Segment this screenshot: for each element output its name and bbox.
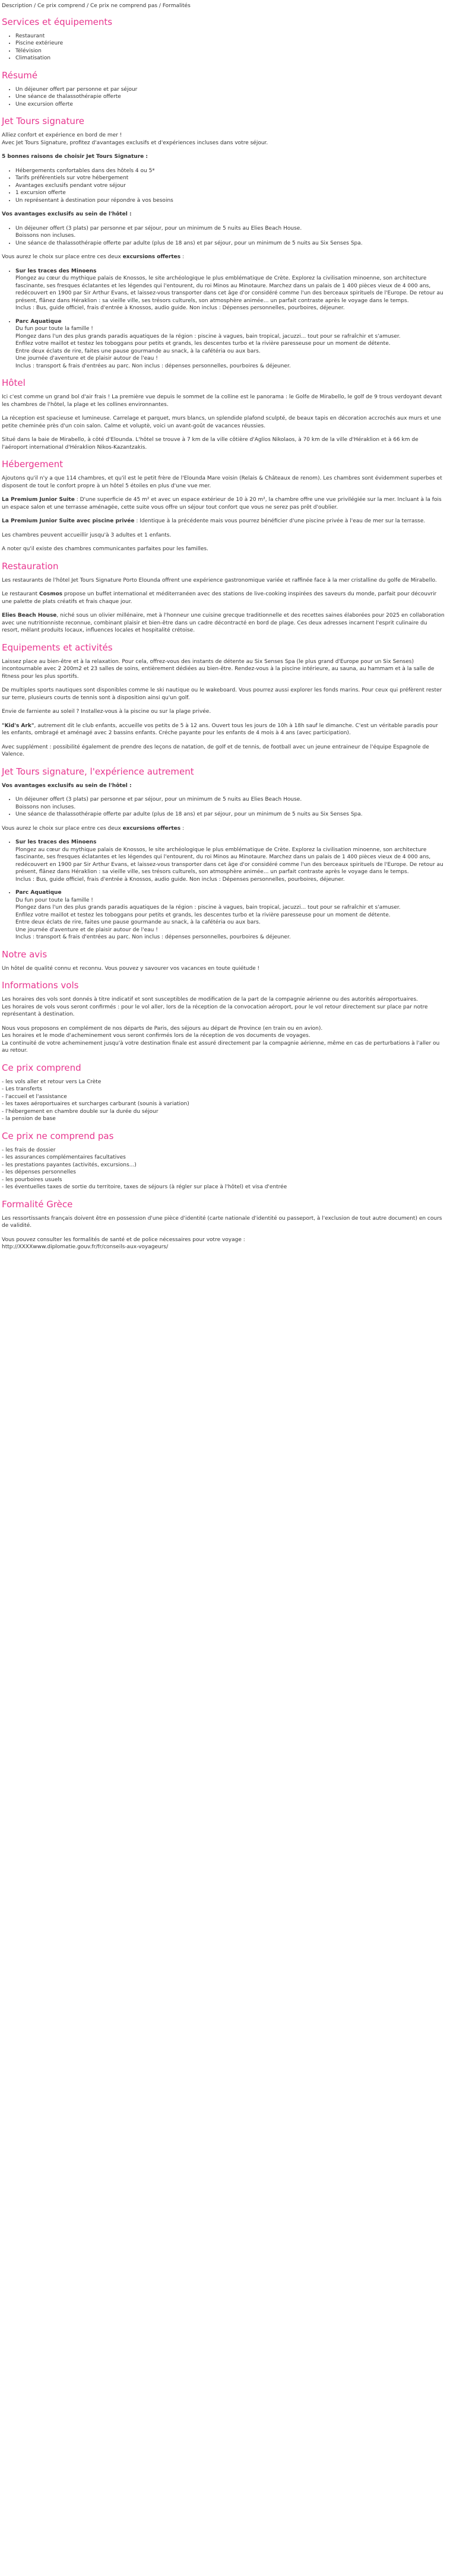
list-item: • Un déjeuner offert (3 plats) par personne et par séjour, pour un minimum de 5 nuits au Elies Beach House. Boissons non incluses. — [15, 796, 445, 811]
equipements-paragraph — [2, 658, 445, 681]
tab-separator: / — [157, 3, 163, 9]
equipements-paragraph — [2, 687, 445, 702]
paragraph-text: Les chambres peuvent accueillir jusqu'à 3 adultes et 1 enfants. — [2, 532, 172, 538]
services-title: Services et équipements — [2, 16, 113, 27]
jts2-excursions-list — [2, 839, 445, 941]
paragraph-bold: La Premium Junior Suite — [2, 497, 75, 503]
jts-title: Jet Tours signature — [2, 116, 85, 126]
excursion-title: • Parc Aquatique — [15, 890, 62, 896]
paragraph-text: : D'une superficie de 45 m² et avec un espace extérieur de 10 à 20 m², la chambre offre une vue privilégiée sur la mer. Incluant à la fois un espace salon et une terrasse aménagée, cette suite vous offre un séjour tout confort que vous ne serez pas prêt d'oublier. — [2, 497, 442, 510]
tab-bar — [2, 2, 445, 10]
vols-paragraph: Les horaires des vols sont donnés à titre indicatif et sont susceptibles de modification de la part de la compagnie aérienne ou des autorités aéroportuaires. Les horaires de vols vous seront confirmés : pour le vol aller, lors de la réception de la convocation aéroport, pour le vol retour directement sur place par notre représentant à destination. — [2, 997, 428, 1017]
list-item: • Une séance de thalassothérapie offerte — [15, 93, 445, 101]
list-item: • Un déjeuner offert (3 plats) par personne et par séjour, pour un minimum de 5 nuits au Elies Beach House. Boissons non incluses. — [15, 225, 445, 240]
paragraph-text: Les restaurants de l'hôtel Jet Tours Signature Porto Elounda offrent une expérience gastronomique variée et raffinée face à la mer cristalline du golfe de Mirabello. — [2, 577, 437, 583]
comprend-title: Ce prix comprend — [2, 1062, 81, 1073]
tab-formalites[interactable]: Formalités — [162, 3, 191, 9]
excursion-item — [15, 889, 445, 941]
list-item: • 1 excursion offerte — [15, 189, 445, 197]
choice-text: Vous aurez le choix sur place entre ces deux — [2, 254, 123, 260]
list-item: • Piscine extérieure — [15, 40, 445, 47]
paragraph-bold: Elies Beach House — [2, 613, 57, 618]
list-item: • Avantages exclusifs pendant votre séjour — [15, 182, 445, 190]
hotel-paragraph: Ici c'est comme un grand bol d'air frais ! La première vue depuis le sommet de la colline est le panorama : le Golfe de Mirabello, le golf de 9 trous verdoyant devant les chambres de l'hôtel, la plage et les collines environnantes. — [2, 394, 442, 408]
list-item: • Un représentant à destination pour répondre à vos besoins — [15, 197, 445, 205]
paragraph-bold: Cosmos — [39, 591, 63, 597]
jts-choice — [2, 253, 445, 261]
excursion-item — [15, 318, 445, 370]
excursion-text: Du fun pour toute la famille ! Plongez dans l'un des plus grands paradis aquatiques de la région : piscine à vagues, bain tropical, jacuzzi... tout pour se rafraîchir et s'amuser. Enfilez votre maillot et testez les toboggans pour petits et grands, les descentes turbo et la rivière paresseuse pour un moment de détente. Entre deux éclats de rire, faites une pause gourmande au snack, à la cafétéria ou aux bars. Une journée d'aventure et de plaisir autour de l'eau ! Inclus : transport & frais d'entrées au parc. Non inclus : dépenses personnelles, pourboires & déjeuner. — [15, 326, 401, 369]
equipements-paragraph — [2, 744, 445, 759]
vols-title: Informations vols — [2, 980, 79, 991]
vols-paragraph: Nous vous proposons en complément de nos départs de Paris, des séjours au départ de Province (en train ou en avion). Les horaires et le mode d'acheminement vous seront confirmés lors de la réception de vos documents de voyages. La continuité de votre acheminement jusqu'à votre destination finale est assuré directement par la compagnie aérienne, même en cas de perturbations à l'aller ou au retour. — [2, 1025, 440, 1054]
comprend-list: - les vols aller et retour vers La Crète - Les transferts - l'accueil et l'assistance - les taxes aéroportuaires et surcharges carburant (sounis à variation) - l'hébergement en chambre double sur la durée du séjour - la pension de base — [2, 1078, 189, 1122]
excursion-item — [15, 268, 445, 312]
restauration-paragraph — [2, 612, 445, 635]
avis-title: Notre avis — [2, 948, 47, 960]
paragraph-text: Le restaurant — [2, 591, 40, 597]
resume-list — [2, 86, 445, 109]
page — [0, 0, 446, 1264]
excursion-title: • Parc Aquatique — [15, 318, 62, 325]
paragraph-text: propose un buffet international et méditerranéen avec des stations de live-cooking inspirées des saveurs du monde, parfait pour découvrir une palette de plats créatifs et frais chaque jour. — [2, 591, 437, 605]
list-item: • Hébergements confortables dans des hôtels 4 ou 5* — [15, 167, 445, 175]
jts-advantages-title: Vos avantages exclusifs au sein de l'hôtel : — [2, 211, 132, 217]
hotel-paragraph: La réception est spacieuse et lumineuse. Carrelage et parquet, murs blancs, un splendide plafond sculpté, de beaux tapis en décoration accrochés aux murs et une petite cheminée près d'un coin salon. Calme et voluptè, voici un avant-goût de vacances réussies. — [2, 415, 441, 429]
jts-reasons-list — [2, 167, 445, 205]
formalite-paragraph: Vous pouvez consulter les formalités de santé et de police nécessaires pour votre voyage : http://XXXXwww.diplomatie.gouv.fr/fr/conseils-aux-voyageurs/ — [2, 1236, 245, 1250]
formalite-paragraph: Les ressortissants français doivent être en possession d'une pièce d'identité (carte nationale d'identité ou passeport, à l'exclusion de tout autre document) en cours de validité. — [2, 1215, 442, 1229]
hotel-paragraph: Situé dans la baie de Mirabello, à côté d'Elounda. L'hôtel se trouve à 7 km de la ville côtière d'Aglios Nikolaos, à 70 km de la ville d'Héraklion et à 66 km de l'aéroport international d'Héraklion Nikos-Kazantzakis. — [2, 437, 419, 451]
jts2-advantages-title: Vos avantages exclusifs au sein de l'hôtel : — [2, 782, 132, 789]
tab-description[interactable]: Description — [2, 3, 33, 9]
excursion-text: Plongez au cœur du mythique palais de Knossos, le site archéologique le plus emblématique de Crète. Explorez la civilisation minoenne, son architecture fascinante, ses fresques éclatantes et les légendes qui l'entourent, du roi Minos au Minotaure. Marchez dans un palais de 1 400 pièces vieux de 4 000 ans, redécouvert en 1900 par Sir Arthur Evans, et laissez-vous transporter dans cet âge d'or considéré comme l'un des berceaux spirituels de l'Europe. De retour au présent, flânez dans Héraklion : sa vieille ville, ses trésors culturels, son atmosphère animée... un parfait contraste après le voyage dans le temps. Inclus : Bus, guide officiel, frais d'entrée à Knossos, audio guide. Non inclus : Dépenses personnelles, pourboires, déjeuner. — [15, 846, 443, 883]
hebergement-title: Hébergement — [2, 459, 64, 469]
hebergement-paragraph — [2, 532, 445, 540]
list-item: • Une séance de thalassothérapie offerte par adulte (plus de 18 ans) et par séjour, pour un minimum de 5 nuits au Six Senses Spa. — [15, 240, 445, 248]
jts2-choice — [2, 825, 445, 833]
paragraph-text: Laissez place au bien-être et à la relaxation. Pour cela, offrez-vous des instants de détente au Six Senses Spa (le plus grand d'Europe pour un Six Senses) incontournable avec 2 200m2 et 23 salles de soins, entièrement dédiées au bien-être. Rendez-vous à la piscine intérieure, au sauna, au hammam et à la salle de fitness pour les plus sportifs. — [2, 658, 435, 680]
list-item: • Un déjeuner offert par personne et par séjour — [15, 86, 445, 94]
jts2-title: Jet Tours signature, l'expérience autrement — [2, 766, 194, 777]
paragraph-text: A noter qu'il existe des chambres communicantes parfaites pour les familles. — [2, 546, 208, 552]
choice-bold: excursions offertes — [122, 825, 181, 832]
list-item: • Climatisation — [15, 55, 445, 62]
excursion-item — [15, 839, 445, 883]
jts-reasons-title: 5 bonnes raisons de choisir Jet Tours Signature : — [2, 154, 148, 160]
paragraph-text: De multiples sports nautiques sont disponibles comme le ski nautique ou le wakeboard. Vous pourrez aussi explorer les fonds marins. Pour ceux qui préfèrent rester sur terre, plusieurs courts de tennis sont à disposition ainsi qu'un golf. — [2, 687, 442, 701]
choice-suffix: : — [180, 825, 184, 832]
tab-separator: / — [32, 3, 38, 9]
equipements-paragraph — [2, 708, 445, 716]
paragraph-text: : Identique à la précédente mais vous pourrez bénéficier d'une piscine privée à l'eau de mer sur la terrasse. — [134, 518, 426, 524]
list-item: • Une excursion offerte — [15, 101, 445, 109]
avis-text: Un hôtel de qualité connu et reconnu. Vous pouvez y savourer vos vacances en toute quiétude ! — [2, 965, 260, 972]
necomprend-title: Ce prix ne comprend pas — [2, 1130, 114, 1141]
paragraph-text: , niché sous un olivier millénaire, met à l'honneur une cuisine grecque traditionnelle et des recettes saines élaborées pour 2025 en collaboration avec une nutritionniste reconnue, combinant plaisir et bien-être dans un cadre décontracté en bord de plage. Ces deux adresses incarnent l'esprit culinaire du resort, mêlant produits locaux, influences locales et hospitalité crétoise. — [2, 613, 445, 633]
list-item: • Tarifs préférentiels sur votre hébergement — [15, 175, 445, 182]
hebergement-paragraph — [2, 496, 445, 511]
excursion-text: Du fun pour toute la famille ! Plongez dans l'un des plus grands paradis aquatiques de la région : piscine à vagues, bain tropical, jacuzzi... tout pour se rafraîchir et s'amuser. Enfilez votre maillot et testez les toboggans pour petits et grands, les descentes turbo et la rivière paresseuse pour un moment de détente. Entre deux éclats de rire, faites une pause gourmande au snack, à la cafétéria ou aux bars. Une journée d'aventure et de plaisir autour de l'eau ! Inclus : transport & frais d'entrées au parc. Non inclus : dépenses personnelles, pourboires & déjeuner. — [15, 897, 401, 940]
services-list — [2, 33, 445, 62]
paragraph-text: Avec supplément : possibilité également de prendre des leçons de natation, de golf et de tennis, de football avec un jeune entraineur de l'équipe Espagnole de Valence. — [2, 744, 429, 757]
paragraph-bold: "Kid's Ark" — [2, 722, 34, 729]
tab-ce-prix-comprend[interactable]: Ce prix comprend — [37, 3, 85, 9]
paragraph-text: Ajoutons qu'il n'y a que 114 chambres, et qu'il est le petit frère de l'Elounda Mare voisin (Relais & Châteaux de renom). Les chambres sont évidemment superbes et disposent de tout le confort propre à un hôtel 5 étoiles en plus d'une vue mer. — [2, 475, 442, 489]
restauration-paragraph — [2, 591, 445, 605]
paragraph-text: , autrement dit le club enfants, accueille vos petits de 5 à 12 ans. Ouvert tous les jours de 10h à 18h sauf le dimanche. C'est un véritable paradis pour les enfants, ombragé et aménagé avec 2 bassins enfants. Créche payante pour les enfants de 4 mois à 4 ans (avec participation). — [2, 722, 438, 736]
hebergement-paragraph — [2, 475, 445, 490]
paragraph-bold: La Premium Junior Suite avec piscine privée — [2, 518, 135, 524]
list-item: • Une séance de thalassothérapie offerte par adulte (plus de 18 ans) et par séjour, pour un minimum de 5 nuits au Six Senses Spa. — [15, 811, 445, 819]
excursion-title: • Sur les traces des Minoens — [15, 268, 97, 274]
restauration-title: Restauration — [2, 560, 59, 572]
jts-advantages-list — [2, 225, 445, 248]
jts2-advantages-list — [2, 796, 445, 819]
jts-intro: Alliez confort et expérience en bord de mer ! Avec Jet Tours Signature, profitez d'avantages exclusifs et d'expériences incluses dans votre séjour. — [2, 132, 268, 146]
tab-separator: / — [85, 3, 90, 9]
choice-text: Vous aurez le choix sur place entre ces deux — [2, 825, 123, 832]
hotel-title: Hôtel — [2, 377, 26, 388]
paragraph-text: Envie de farniente au soleil ? Installez-vous à la piscine ou sur la plage privée. — [2, 709, 211, 715]
equipements-paragraph — [2, 722, 445, 737]
excursion-title: • Sur les traces des Minoens — [15, 839, 97, 845]
list-item: • Télévision — [15, 47, 445, 55]
formalite-title: Formalité Grèce — [2, 1198, 73, 1210]
choice-suffix: : — [180, 254, 184, 260]
excursion-text: Plongez au cœur du mythique palais de Knossos, le site archéologique le plus emblématique de Crète. Explorez la civilisation minoenne, son architecture fascinante, ses fresques éclatantes et les légendes qui l'entourent, du roi Minos au Minotaure. Marchez dans un palais de 1 400 pièces vieux de 4 000 ans, redécouvert en 1900 par Sir Arthur Evans, et laissez-vous transporter dans cet âge d'or considéré comme l'un des berceaux spirituels de l'Europe. De retour au présent, flânez dans Héraklion : sa vieille ville, ses trésors culturels, son atmosphère animée... un parfait contraste après le voyage dans le temps. Inclus : Bus, guide officiel, frais d'entrée à Knossos, audio guide. Non inclus : Dépenses personnelles, pourboires, déjeuner. — [15, 275, 443, 311]
choice-bold: excursions offertes — [122, 254, 181, 260]
restauration-paragraph — [2, 577, 445, 585]
equipements-title: Equipements et activités — [2, 642, 113, 653]
hebergement-paragraph — [2, 518, 445, 525]
necomprend-list: - les frais de dossier - les assurances complémentaires facultatives - les prestations payantes (activités, excursions...) - les dépenses personnelles - les pourboires usuels - les éventuelles taxes de sortie du territoire, taxes de séjours (à régler sur place à l'hôtel) et visa d'entrée — [2, 1147, 287, 1190]
jts-excursions-list — [2, 268, 445, 370]
list-item: • Restaurant — [15, 33, 445, 40]
resume-title: Résumé — [2, 69, 38, 81]
tab-ce-prix-ne-comprend-pas[interactable]: Ce prix ne comprend pas — [90, 3, 158, 9]
hebergement-paragraph — [2, 545, 445, 553]
